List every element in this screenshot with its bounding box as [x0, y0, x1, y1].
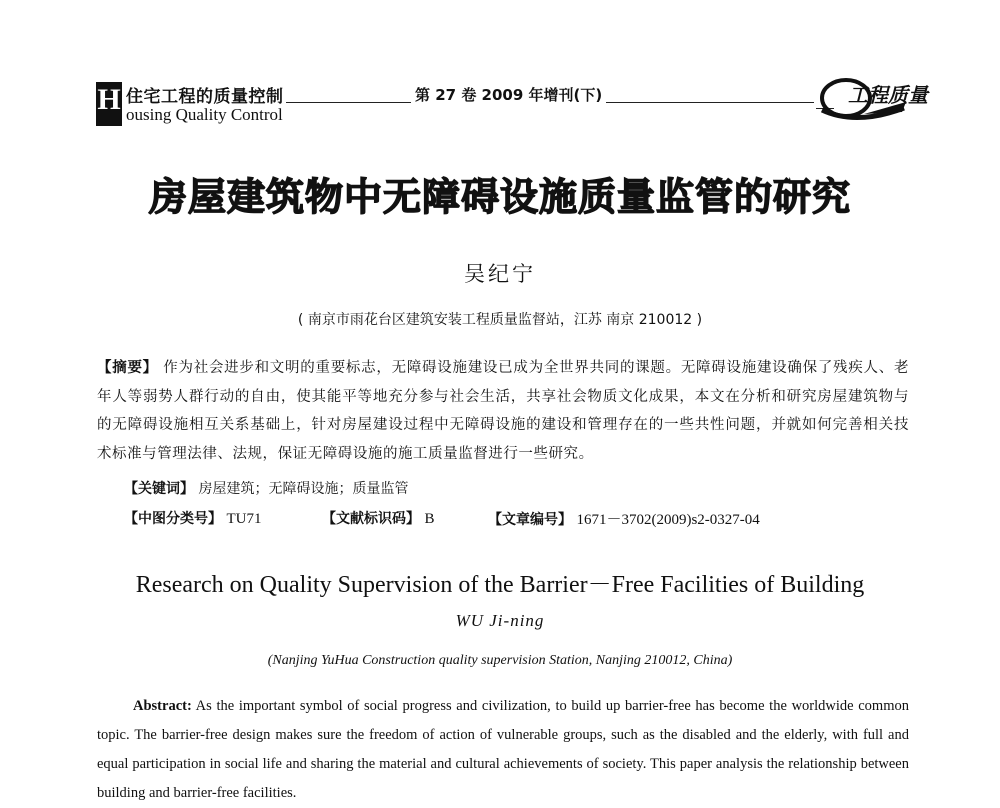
affiliation-en: (Nanjing YuHua Construction quality supervision Station, Nanjing 210012, China) [267, 653, 733, 668]
document-code-value: B [424, 511, 435, 527]
clc-value: TU71 [226, 511, 262, 527]
author-cn: 吴纪宁 [464, 262, 536, 286]
abstract-en [97, 692, 909, 808]
journal-name-en: ousing Quality Control [126, 105, 283, 124]
paper-title-en: Research on Quality Supervision of the Barrier－Free Facilities of Building [135, 572, 865, 598]
journal-initial: H [96, 82, 122, 126]
affiliation-cn: ( 南京市雨花台区建筑安装工程质量监督站，江苏 南京 210012 ) [297, 312, 703, 328]
abstract-en-label: Abstract: [133, 698, 192, 714]
journal-name-cn: 住宅工程的质量控制 [126, 87, 284, 107]
paper-title-cn: 房屋建筑物中无障碍设施质量监管的研究 [148, 175, 851, 219]
article-number-value: 1671－3702(2009)s2-0327-04 [576, 512, 760, 528]
document-code-label: 【文献标识码】 [322, 511, 420, 527]
document-code [322, 508, 434, 528]
author-en: WU Ji-ning [455, 611, 545, 630]
article-number [488, 508, 760, 529]
keywords-cn [124, 478, 408, 498]
logo-text: 工程质量 [848, 83, 928, 107]
article-number-label: 【文章编号】 [488, 512, 572, 528]
volume-info: 第 27 卷 2009 年增刊(下) [411, 84, 606, 105]
journal-header [96, 80, 928, 130]
keywords-text: 房屋建筑；无障碍设施；质量监管 [198, 481, 409, 497]
clc-number [124, 508, 261, 528]
abstract-cn-text: 作为社会进步和文明的重要标志，无障碍设施建设已成为全世界共同的课题。无障碍设施建设确保了残疾人、老年人等弱势人群行动的自由，使其能平等地充分参与社会生活，共享社会物质文化成果，本文在分析和研究房屋建筑物与的无障碍设施相互关系基础上，针对房屋建设过程中无障碍设施的建设和管理存在的一些共性问题，并就如何完善相关技术标准与管理法律、法规，保证无障碍设施的施工质量监督进行一些研究。 [97, 360, 910, 462]
abstract-en-text: As the important symbol of social progress and civilization, to build up barrier-free has become the worldwide common topic. The barrier-free design makes sure the freedom of action of vulnerable groups, such as the disabled and the elderly, with full and equal participation in social life and sharing the material and cultural achievements of society. This paper analysis the relationship between building and barrier-free facilities. [97, 698, 909, 801]
abstract-cn [97, 354, 909, 468]
keywords-label: 【关键词】 [124, 481, 194, 497]
clc-label: 【中图分类号】 [124, 511, 222, 527]
abstract-cn-label: 【摘要】 [97, 360, 158, 376]
journal-logo [816, 74, 928, 124]
